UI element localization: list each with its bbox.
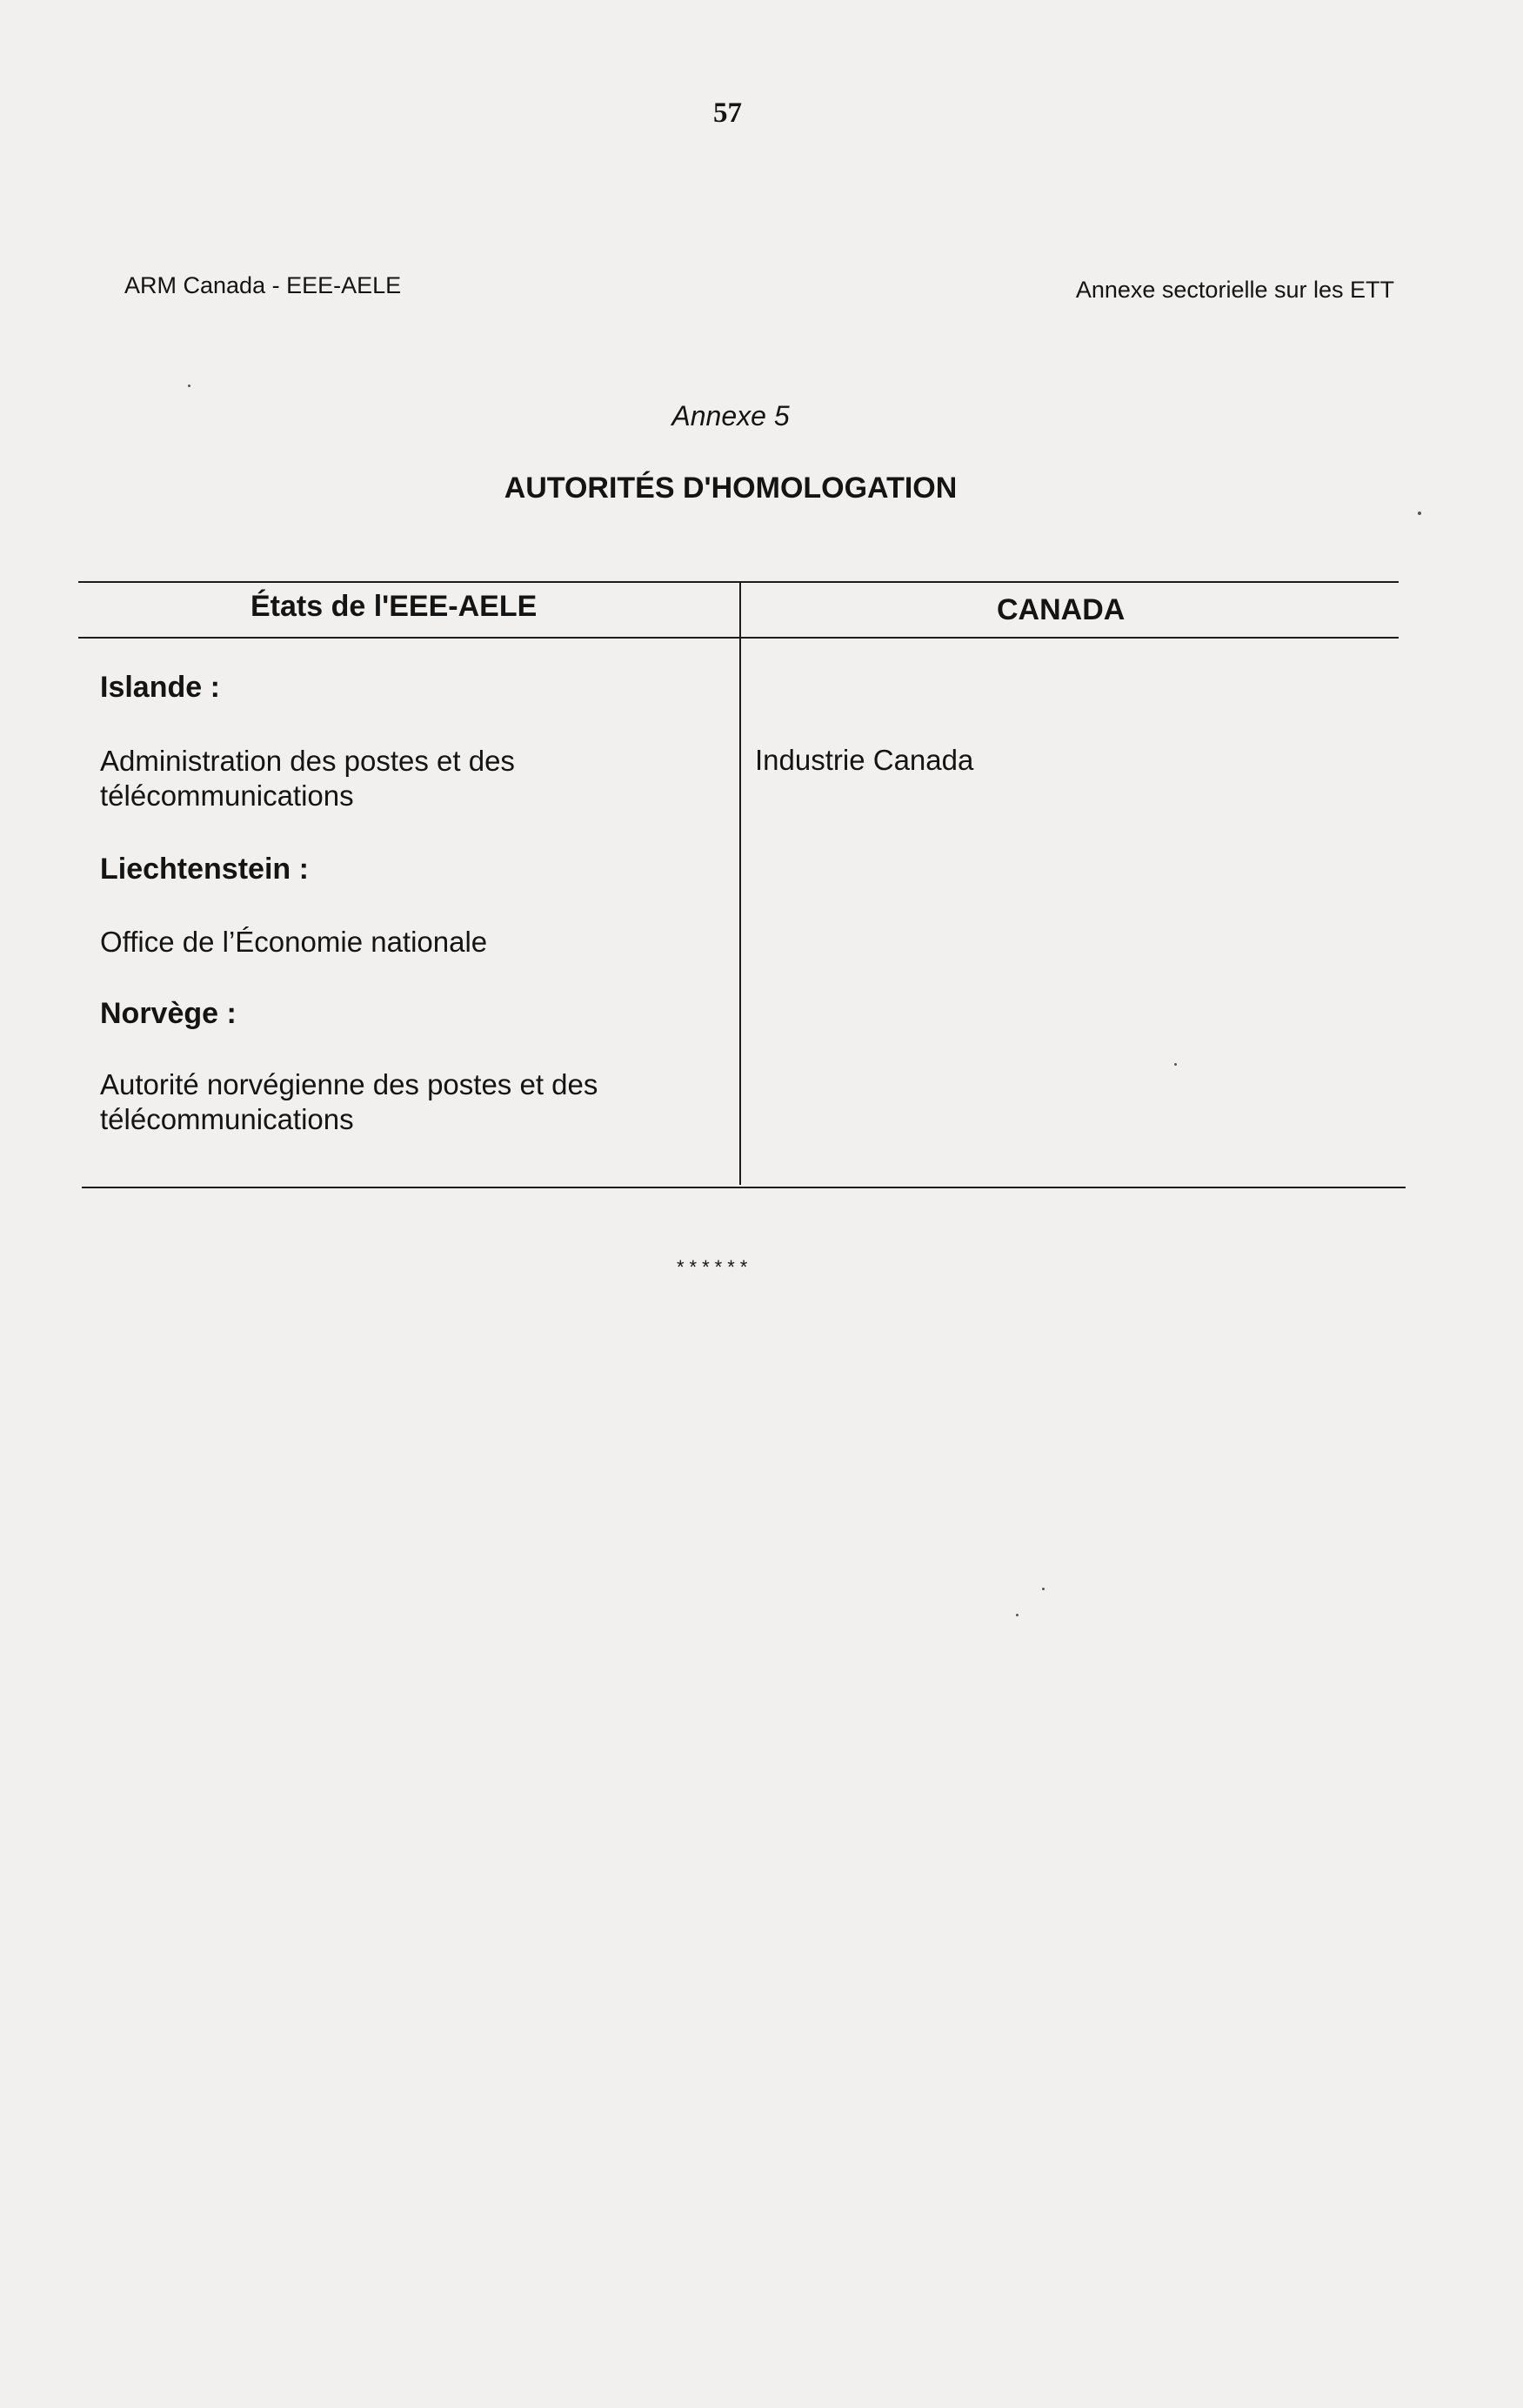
scan-speck bbox=[1174, 1063, 1177, 1066]
authority-iceland: Administration des postes et des télécommunications bbox=[100, 745, 515, 812]
table-column-divider bbox=[739, 581, 741, 1185]
table-top-rule bbox=[78, 581, 1399, 583]
authority-norway: Autorité norvégienne des postes et des télécommunications bbox=[100, 1068, 598, 1135]
authority-canada: Industrie Canada bbox=[755, 744, 974, 776]
end-of-annex-mark: ****** bbox=[677, 1256, 753, 1278]
country-liechtenstein: Liechtenstein : bbox=[100, 853, 309, 886]
scan-speck bbox=[1042, 1588, 1045, 1590]
header-left: ARM Canada - EEE-AELE bbox=[124, 272, 402, 298]
authority-liechtenstein: Office de l’Économie nationale bbox=[100, 926, 488, 958]
page-number: 57 bbox=[713, 97, 742, 129]
scan-speck bbox=[188, 385, 190, 387]
scan-speck bbox=[1418, 512, 1421, 515]
document-title: AUTORITÉS D'HOMOLOGATION bbox=[504, 472, 958, 505]
column-header-canada: CANADA bbox=[997, 593, 1126, 626]
table-bottom-rule bbox=[82, 1187, 1406, 1188]
country-iceland: Islande : bbox=[100, 671, 220, 704]
scan-speck bbox=[1016, 1614, 1019, 1616]
country-norway: Norvège : bbox=[100, 997, 237, 1030]
column-header-efta-states: États de l'EEE-AELE bbox=[250, 590, 538, 623]
header-right: Annexe sectorielle sur les ETT bbox=[1075, 277, 1394, 303]
table-header-rule bbox=[78, 637, 1399, 639]
annex-label: Annexe 5 bbox=[671, 400, 790, 431]
